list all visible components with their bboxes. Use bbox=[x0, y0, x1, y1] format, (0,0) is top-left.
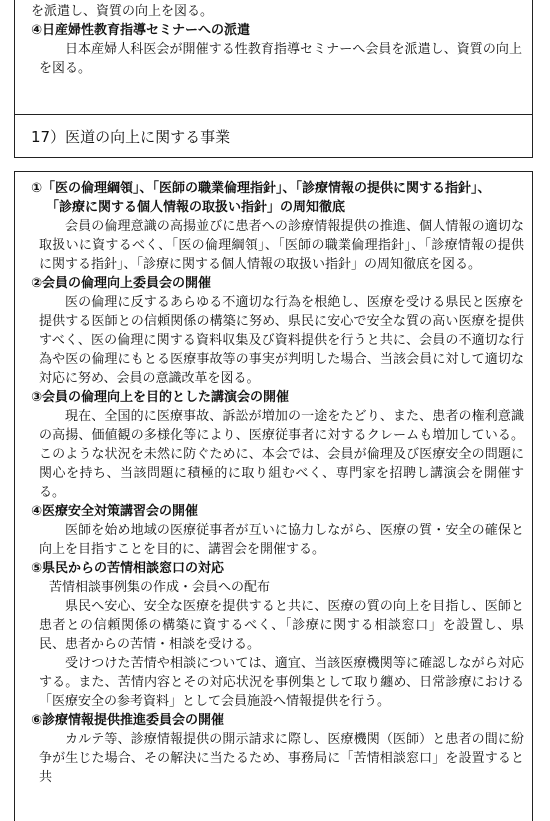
item-heading: ④日産婦性教育指導セミナーへの派遣 bbox=[31, 23, 251, 38]
item-heading: ⑤県民からの苦情相談窓口の対応 bbox=[31, 561, 225, 576]
item-subheading: 苦情相談事例集の作成・会員への配布 bbox=[49, 580, 271, 595]
item-heading: ③会員の倫理向上を目的とした講演会の開催 bbox=[31, 390, 290, 405]
item-body: 受けつけた苦情や相談については、適宜、当該医療機関等に確認しながら対応する。また、苦情内容とその対応状況を事例集として取り纏め、日常診療における「医療安全の参考資料」として会員施設へ情報提供を行う。 bbox=[39, 656, 524, 709]
item-heading: ①「医の倫理綱領」、「医師の職業倫理指針」、「診療情報の提供に関する指針」、 bbox=[31, 181, 491, 196]
section-content-box bbox=[14, 171, 533, 821]
section-title: 17）医道の向上に関する事業 bbox=[31, 128, 231, 146]
item-heading-continued: 「診療に関する個人情報の取扱い指針」の周知徹底 bbox=[46, 200, 346, 215]
item-body: 日本産婦人科医会が開催する性教育指導セミナーへ会員を派遣し、資質の向上を図る。 bbox=[39, 42, 522, 76]
item-body: 会員の倫理意識の高揚並びに患者への診療情報提供の推進、個人情報の適切な取扱いに資するべく、「医の倫理綱領」、「医師の職業倫理指針」、「診療情報の提供に関する指針」、「診療に関する個人情報の取扱い指針」の周知徹底を図る。 bbox=[39, 219, 524, 272]
item-heading: ⑥診療情報提供推進委員会の開催 bbox=[31, 713, 225, 728]
item-body: 医の倫理に反するあらゆる不適切な行為を根絶し、医療を受ける県民と医療を提供する医師との信頼関係の構築に努め、県民に安心で安全な質の高い医療を提供すべく、医の倫理に関する資料収集及び資料提供を行うと共に、会員の不適切な行為や医の倫理にもとる医療事故等の事実が判明した場合、当該会員に対して適切な対応に努め、会員の意識改革を図る。 bbox=[39, 295, 524, 386]
item-body: カルテ等、診療情報提供の開示請求に際し、医療機関（医師）と患者の間に紛争が生じた場合、その解決に当たるため、事務局に「苦情相談窓口」を設置すると共 bbox=[39, 732, 524, 785]
item-heading: ④医療安全対策講習会の開催 bbox=[31, 504, 199, 519]
previous-section-box bbox=[14, 0, 533, 115]
item-heading: ②会員の倫理向上委員会の開催 bbox=[31, 276, 212, 291]
item-body: 医師を始め地域の医療従事者が互いに協力しながら、医療の質・安全の確保と向上を目指すことを目的に、講習会を開催する。 bbox=[39, 523, 524, 557]
section-header-box bbox=[14, 114, 533, 158]
item-body: 現在、全国的に医療事故、訴訟が増加の一途をたどり、また、患者の権利意識の高揚、価値観の多様化等により、医療従事者に対するクレームも増加している。このような状況を未然に防ぐために、本会では、会員が倫理及び医療安全の問題に関心を持ち、当該問題に積極的に取り組むべく、専門家を招聘し講演会を開催する。 bbox=[39, 409, 524, 500]
item-body: 県民へ安心、安全な医療を提供すると共に、医療の質の向上を目指し、医師と患者との信頼関係の構築に資するべく、「診療に関する相談窓口」を設置し、県民、患者からの苦情・相談を受ける。 bbox=[39, 599, 524, 652]
continued-text: を派遣し、資質の向上を図る。 bbox=[31, 4, 214, 19]
